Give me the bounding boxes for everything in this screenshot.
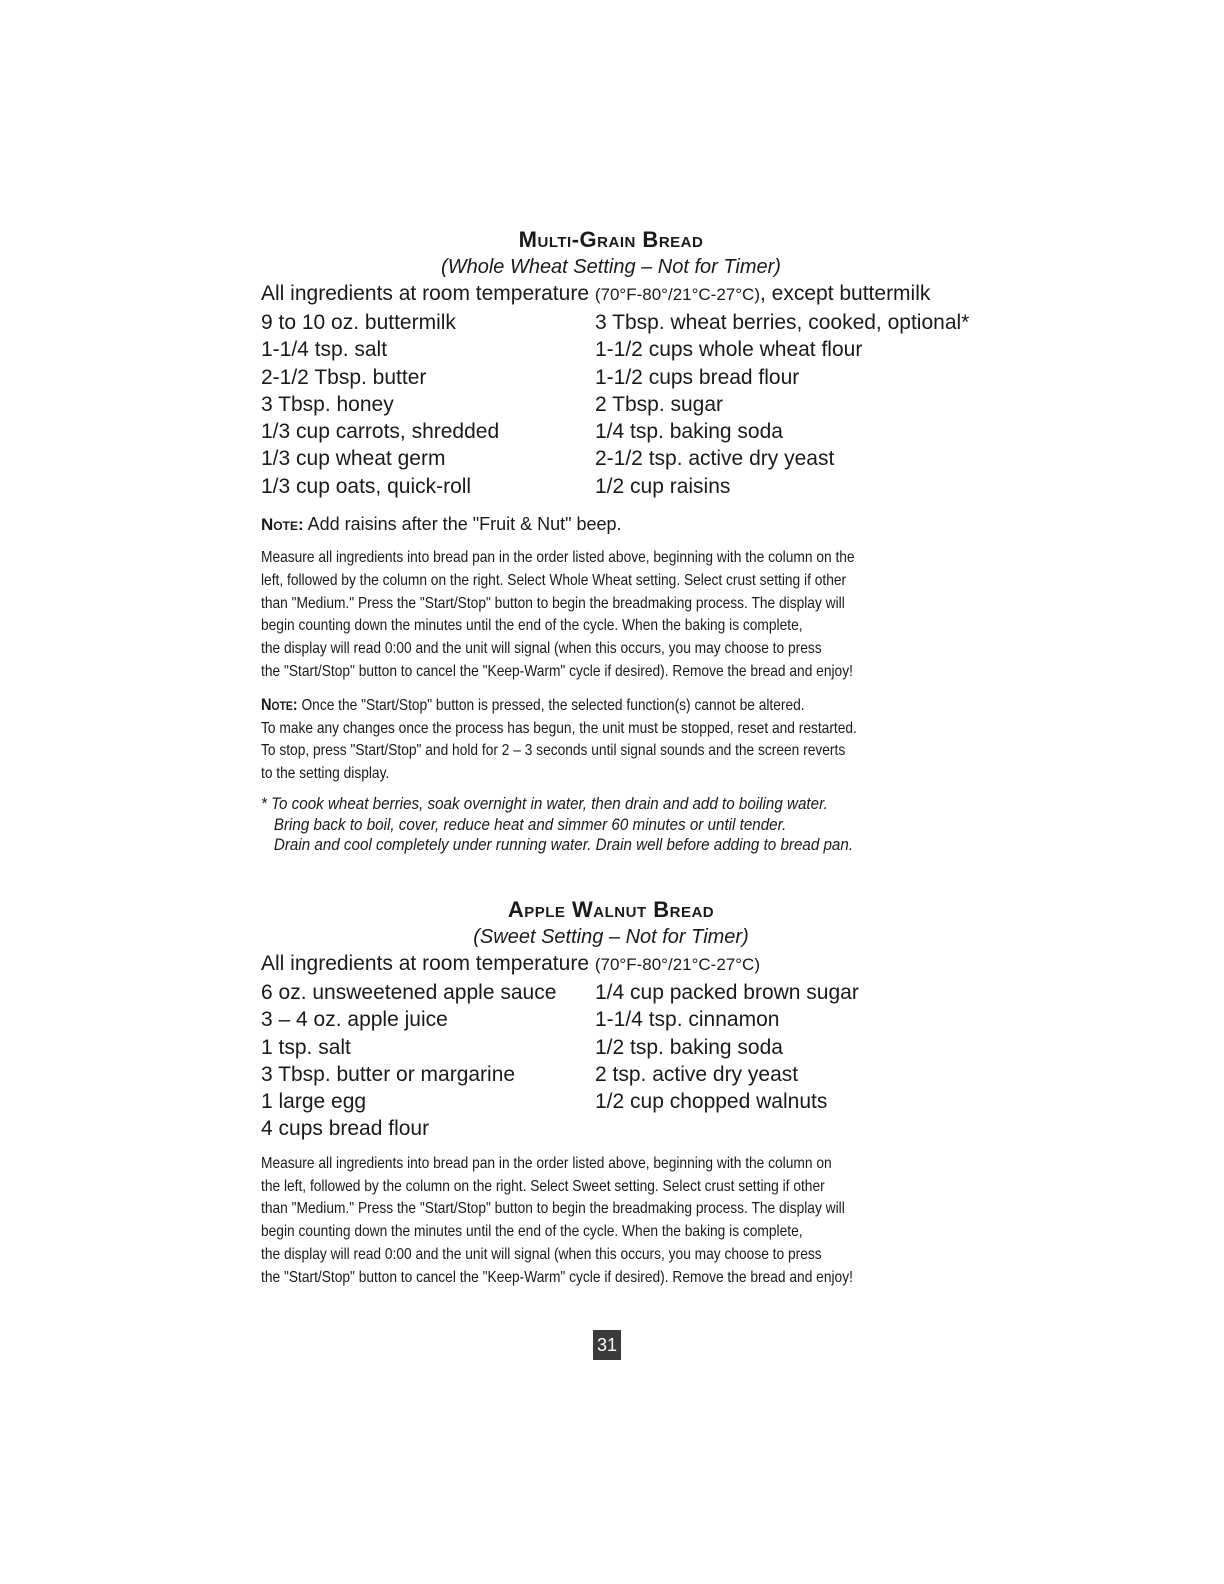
instruction-line: than "Medium." Press the "Start/Stop" button to begin the breadmaking process. The display will — [261, 1200, 845, 1218]
instruction-line: begin counting down the minutes until the end of the cycle. When the baking is complete, — [261, 617, 803, 635]
ingredients-left-column — [261, 979, 595, 1143]
ingredient: 2-1/2 Tbsp. butter — [261, 365, 427, 389]
note-label: Note: — [261, 694, 298, 714]
instruction-line: left, followed by the column on the right. Select Whole Wheat setting. Select crust setting if other — [261, 571, 847, 589]
footnote-line: Bring back to boil, cover, reduce heat and simmer 60 minutes or until tender. — [273, 815, 787, 834]
instruction-line: the "Start/Stop" button to cancel the "Keep-Warm" cycle if desired). Remove the bread and enjoy! — [261, 1268, 853, 1286]
note-line: to the setting display. — [261, 765, 390, 783]
recipe-title-text: Apple Walnut Bread — [507, 897, 715, 922]
ingredient: 1/3 cup oats, quick-roll — [261, 474, 472, 498]
instruction-line: than "Medium." Press the "Start/Stop" button to begin the breadmaking process. The display will — [261, 594, 845, 612]
ingredient: 3 Tbsp. honey — [261, 392, 394, 416]
footnote-line: * To cook wheat berries, soak overnight in water, then drain and add to boiling water. — [261, 795, 828, 814]
ingredient: 1/4 tsp. baking soda — [595, 420, 783, 444]
recipe-multi-grain-bread — [261, 226, 970, 856]
ingredient: 1-1/2 cups whole wheat flour — [595, 338, 863, 362]
ingredient: 1-1/4 tsp. cinnamon — [595, 1008, 780, 1032]
note-line: To make any changes once the process has begun, the unit must be stopped, reset and restarted. — [261, 719, 857, 737]
footnote-wheat-berries — [261, 794, 961, 856]
note-line — [261, 694, 863, 718]
ingredients-list — [261, 979, 961, 1143]
recipe-title — [261, 226, 961, 254]
recipe-subtitle: (Sweet Setting – Not for Timer) — [473, 926, 749, 948]
instructions-paragraph — [261, 547, 961, 684]
ingredients-list — [261, 309, 970, 500]
note-text: Add raisins after the "Fruit & Nut" beep. — [307, 514, 622, 535]
footnote-line: Drain and cool completely under running water. Drain well before adding to bread pan. — [273, 836, 854, 855]
recipe-intro — [261, 950, 961, 979]
ingredient: 2-1/2 tsp. active dry yeast — [595, 447, 835, 471]
note-text: Once the "Start/Stop" button is pressed, the selected function(s) cannot be altered. — [301, 696, 805, 714]
note-raisins — [261, 512, 961, 537]
ingredient: 1/3 cup carrots, shredded — [261, 420, 500, 444]
ingredients-right-column — [595, 979, 961, 1143]
ingredient: 3 Tbsp. butter or margarine — [261, 1062, 516, 1086]
ingredients-left-column — [261, 309, 595, 500]
ingredient: 1/4 cup packed brown sugar — [595, 981, 859, 1004]
ingredient: 1-1/2 cups bread flour — [595, 365, 800, 389]
recipe-intro — [261, 280, 961, 309]
ingredient: 1 tsp. salt — [261, 1035, 351, 1059]
ingredient: 2 tsp. active dry yeast — [595, 1062, 799, 1086]
recipe-title-text: Multi-Grain Bread — [518, 227, 704, 252]
ingredients-right-column — [595, 309, 970, 500]
instruction-line: begin counting down the minutes until the end of the cycle. When the baking is complete, — [261, 1223, 803, 1241]
instruction-line: the left, followed by the column on the right. Select Sweet setting. Select crust setting if other — [261, 1177, 825, 1195]
ingredient: 1 large egg — [261, 1090, 367, 1114]
ingredient: 1/2 cup chopped walnuts — [595, 1090, 828, 1114]
ingredient: 4 cups bread flour — [261, 1117, 430, 1141]
instruction-line: the "Start/Stop" button to cancel the "Keep-Warm" cycle if desired). Remove the bread and enjoy! — [261, 663, 853, 681]
instruction-line: Measure all ingredients into bread pan in the order listed above, beginning with the column on — [261, 1154, 832, 1172]
note-line: To stop, press "Start/Stop" and hold for 2 – 3 seconds until signal sounds and the screen reverts — [261, 742, 846, 760]
instruction-line: Measure all ingredients into bread pan in the order listed above, beginning with the column on the — [261, 549, 855, 567]
ingredient: 2 Tbsp. sugar — [595, 392, 724, 416]
note-start-stop — [261, 694, 961, 786]
intro-suffix: , except buttermilk — [759, 282, 931, 305]
ingredient: 6 oz. unsweetened apple sauce — [261, 981, 557, 1004]
recipe-subtitle: (Whole Wheat Setting – Not for Timer) — [441, 256, 781, 278]
ingredient: 1/2 tsp. baking soda — [595, 1035, 783, 1059]
intro-temperature: (70°F-80°/21°C-27°C) — [594, 285, 760, 304]
intro-text: All ingredients at room temperature — [261, 952, 589, 975]
intro-temperature: (70°F-80°/21°C-27°C) — [594, 955, 760, 974]
ingredient: 1/2 cup raisins — [595, 474, 731, 498]
ingredient: 1/3 cup wheat germ — [261, 447, 446, 471]
ingredient: 3 Tbsp. wheat berries, cooked, optional* — [595, 311, 970, 334]
instruction-line: the display will read 0:00 and the unit will signal (when this occurs, you may choose to press — [261, 1245, 822, 1263]
instruction-line: the display will read 0:00 and the unit will signal (when this occurs, you may choose to press — [261, 640, 822, 658]
ingredient: 9 to 10 oz. buttermilk — [261, 311, 456, 334]
page-number-badge: 31 — [593, 1330, 621, 1360]
instructions-paragraph — [261, 1153, 961, 1290]
ingredient: 3 – 4 oz. apple juice — [261, 1008, 448, 1032]
intro-text: All ingredients at room temperature — [261, 282, 589, 305]
recipe-apple-walnut-bread — [261, 896, 961, 1290]
note-label: Note: — [261, 515, 304, 535]
ingredient: 1-1/4 tsp. salt — [261, 338, 388, 362]
recipe-title — [261, 896, 961, 924]
